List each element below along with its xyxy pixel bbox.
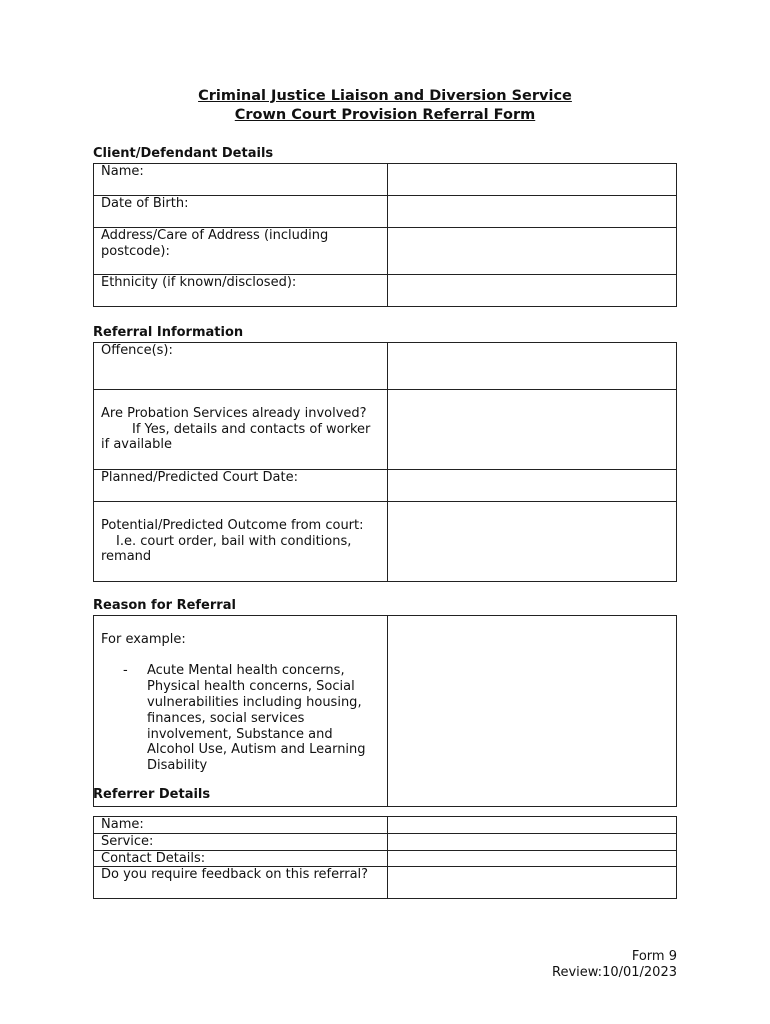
table-row (94, 343, 677, 390)
reason-examples-cell (94, 616, 388, 807)
form-title-line2: Crown Court Provision Referral Form (234, 107, 536, 123)
table-row (94, 616, 677, 807)
client-address-field[interactable] (388, 228, 677, 275)
client-name-label: Name: (94, 164, 388, 196)
client-dob-label: Date of Birth: (94, 196, 388, 228)
probation-field[interactable] (388, 390, 677, 470)
reason-example-list (101, 648, 380, 790)
client-name-field[interactable] (388, 164, 677, 196)
table-row (94, 850, 677, 867)
client-ethnicity-field[interactable] (388, 275, 677, 307)
table-row (94, 501, 677, 581)
table-row (94, 228, 677, 275)
form-number: Form 9 (631, 949, 677, 964)
referrer-table (93, 816, 677, 899)
table-row (94, 469, 677, 501)
table-row (94, 867, 677, 899)
referrer-name-field[interactable] (388, 817, 677, 834)
client-ethnicity-label: Ethnicity (if known/disclosed): (94, 275, 388, 307)
offences-label: Offence(s): (94, 343, 388, 390)
referrer-contact-field[interactable] (388, 850, 677, 867)
table-row (94, 833, 677, 850)
table-row (94, 817, 677, 834)
client-details-table (93, 163, 677, 307)
court-date-label: Planned/Predicted Court Date: (94, 469, 388, 501)
referral-info-table (93, 342, 677, 582)
referrer-name-label: Name: (94, 817, 388, 834)
reason-intro: For example: (101, 631, 186, 647)
probation-sub-label: If Yes, details and contacts of worker if available (101, 421, 371, 453)
referral-info-heading: Referral Information (93, 325, 244, 340)
referrer-heading: Referrer Details (93, 787, 211, 802)
client-dob-field[interactable] (388, 196, 677, 228)
client-address-label: Address/Care of Address (including postcode): (94, 228, 388, 275)
referrer-feedback-field[interactable] (388, 867, 677, 899)
referrer-contact-label: Contact Details: (94, 850, 388, 867)
client-details-heading: Client/Defendant Details (93, 146, 274, 161)
offences-field[interactable] (388, 343, 677, 390)
referrer-service-field[interactable] (388, 833, 677, 850)
review-date: Review:10/01/2023 (552, 965, 677, 980)
form-title-line1: Criminal Justice Liaison and Diversion Service (198, 88, 572, 104)
table-row (94, 275, 677, 307)
reason-table (93, 615, 677, 807)
list-item: - Acute Mental health concerns, Physical health concerns, Social vulnerabilities including housing, finances, social services involvement, Substance and Alcohol Use, Autism and Learning Disability (147, 663, 380, 774)
outcome-field[interactable] (388, 501, 677, 581)
court-date-field[interactable] (388, 469, 677, 501)
outcome-cell (94, 501, 388, 581)
reason-field[interactable] (388, 616, 677, 807)
probation-cell (94, 390, 388, 470)
referrer-service-label: Service: (94, 833, 388, 850)
table-row (94, 390, 677, 470)
outcome-label: Potential/Predicted Outcome from court: (101, 517, 364, 533)
outcome-sub-label: I.e. court order, bail with conditions, remand (101, 533, 352, 565)
table-row (94, 196, 677, 228)
probation-label: Are Probation Services already involved? (101, 405, 367, 421)
table-row (94, 164, 677, 196)
reason-heading: Reason for Referral (93, 598, 236, 613)
referrer-feedback-label: Do you require feedback on this referral? (94, 867, 388, 899)
